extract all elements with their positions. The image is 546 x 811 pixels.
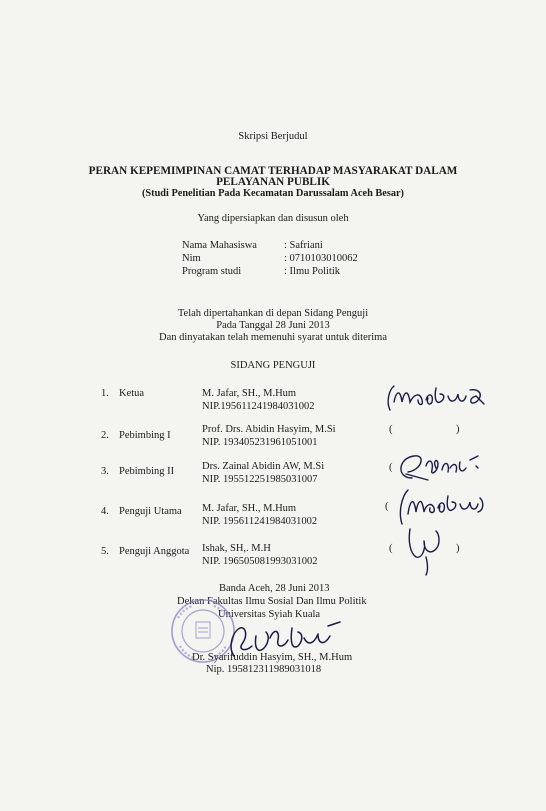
place-date: Banda Aceh, 28 Juni 2013 <box>219 583 330 594</box>
prepared-by: Yang dipersiapkan dan disusun oleh <box>197 213 349 224</box>
signature-4-icon <box>392 484 488 526</box>
signature-5-icon <box>402 523 450 577</box>
signature-3-icon <box>392 448 482 484</box>
committee-title: SIDANG PENGUJI <box>230 360 316 371</box>
member-5-bracket-close: ) <box>456 543 460 554</box>
defense-line-1: Telah dipertahankan di depan Sidang Penguji <box>177 308 369 319</box>
dean-name: Dr. Syarifuddin Hasyim, SH., M.Hum <box>192 652 353 663</box>
member-2-role: Pebimbing I <box>119 430 171 441</box>
dean-nip: Nip. 195812311989031018 <box>206 664 322 675</box>
member-5-role: Penguji Anggota <box>119 546 190 557</box>
member-4-bracket-open: ( <box>385 501 389 512</box>
member-3-role: Pebimbing II <box>119 466 175 477</box>
member-2-bracket-close: ) <box>456 424 460 435</box>
member-1-name: M. Jafar, SH., M.Hum <box>202 388 297 399</box>
member-2-name: Prof. Drs. Abidin Hasyim, M.Si <box>202 424 336 435</box>
defense-line-3: Dan dinyatakan telah memenuhi syarat untuk diterima <box>158 332 387 343</box>
title-line-2: PELAYANAN PUBLIK <box>216 176 330 188</box>
university: Universitas Syiah Kuala <box>218 609 321 620</box>
member-3-no: 3. <box>101 466 109 477</box>
student-label-name: Nama Mahasiswa <box>182 240 257 251</box>
student-value-name: : Safriani <box>284 240 323 251</box>
member-5-no: 5. <box>101 546 109 557</box>
student-value-nim: : 0710103010062 <box>284 253 358 264</box>
title-line-1: PERAN KEPEMIMPINAN CAMAT TERHADAP MASYARAKAT DALAM <box>88 165 458 177</box>
student-label-nim: Nim <box>182 253 201 264</box>
student-label-program: Program studi <box>182 266 242 277</box>
member-1-role: Ketua <box>119 388 145 399</box>
heading: Skripsi Berjudul <box>238 131 308 142</box>
member-2-bracket-open: ( <box>389 424 393 435</box>
signature-1-icon <box>384 380 488 414</box>
member-1-nip: NIP.195611241984031002 <box>202 401 315 412</box>
member-4-nip: NIP. 195611241984031002 <box>202 516 318 527</box>
member-4-role: Penguji Utama <box>119 506 182 517</box>
member-3-name: Drs. Zainal Abidin AW, M.Si <box>202 461 325 472</box>
member-2-no: 2. <box>101 430 109 441</box>
member-4-name: M. Jafar, SH., M.Hum <box>202 503 297 514</box>
member-5-name: Ishak, SH,. M.H <box>202 543 271 554</box>
defense-line-2: Pada Tanggal 28 Juni 2013 <box>216 320 330 331</box>
member-5-nip: NIP. 196505081993031002 <box>202 556 318 567</box>
member-3-nip: NIP. 195512251985031007 <box>202 474 318 485</box>
dean-title: Dekan Fakultas Ilmu Sosial Dan Ilmu Politik <box>177 596 367 607</box>
subtitle: (Studi Penelitian Pada Kecamatan Darussalam Aceh Besar) <box>142 188 404 199</box>
member-2-nip: NIP. 193405231961051001 <box>202 437 318 448</box>
member-3-bracket-open: ( <box>389 462 393 473</box>
student-value-program: : Ilmu Politik <box>284 266 341 277</box>
member-4-no: 4. <box>101 506 109 517</box>
member-5-bracket-open: ( <box>389 543 393 554</box>
member-1-no: 1. <box>101 388 109 399</box>
